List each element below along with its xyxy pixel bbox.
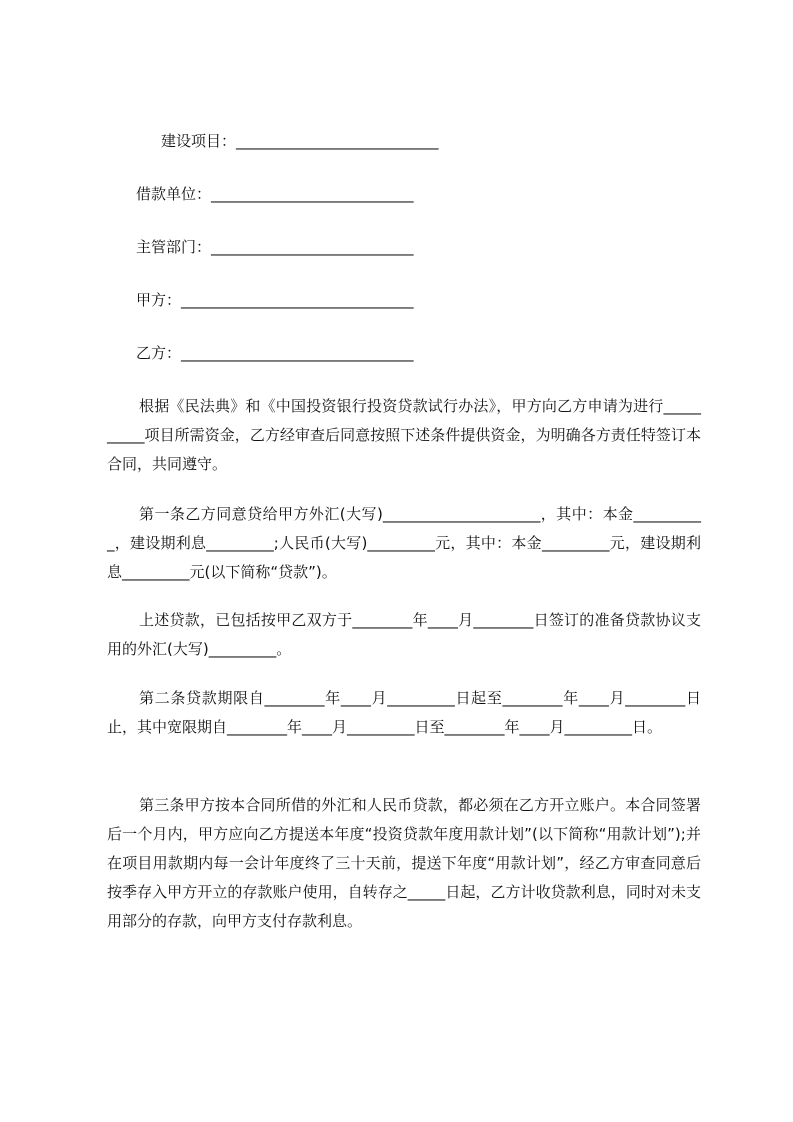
party-b-field: 乙方：_______________________________ (136, 344, 414, 362)
department-field: 主管部门：___________________________ (136, 238, 414, 256)
project-field: 建设项目：___________________________ (161, 132, 439, 150)
loan-note-paragraph: 上述贷款，已包括按甲乙双方于________年____月________日签订的准备贷款协议支用的外汇(大写)_________。 (107, 611, 701, 658)
party-a-field: 甲方：_______________________________ (136, 291, 414, 309)
article-3-paragraph: 第三条甲方按本合同所借的外汇和人民币贷款，都必须在乙方开立账户。本合同签署后一个月内，甲方应向乙方提送本年度“投资贷款年度用款计划”(以下简称“用款计划”);并在项目用款期内每一会计年度终了三十天前，提送下年度“用款计划”，经乙方审查同意后按季存入甲方开立的存款账户使用，自转存之_____日起，乙方计收贷款利息，同时对未支用部分的存款，向甲方支付存款利息。 (107, 796, 701, 930)
article-1-paragraph: 第一条乙方同意贷给甲方外汇(大写)_____________________，其中：本金__________，建设期利息_________;人民币(大写)_________元，其中：本金_________元，建设期利息_________元(以下简称“贷款”)。 (107, 505, 701, 581)
article-2-paragraph: 第二条贷款期限自________年____月_________日起至________年____月________日止，其中宽限期自________年____月_________日至________年____月_________日。 (107, 689, 701, 736)
preamble-paragraph: 根据《民法典》和《中国投资银行投资贷款试行办法》，甲方向乙方申请为进行__________项目所需资金，乙方经审查后同意按照下述条件提供资金，为明确各方责任特签订本合同，共同遵守。 (107, 397, 701, 473)
borrower-field: 借款单位：___________________________ (136, 185, 414, 203)
